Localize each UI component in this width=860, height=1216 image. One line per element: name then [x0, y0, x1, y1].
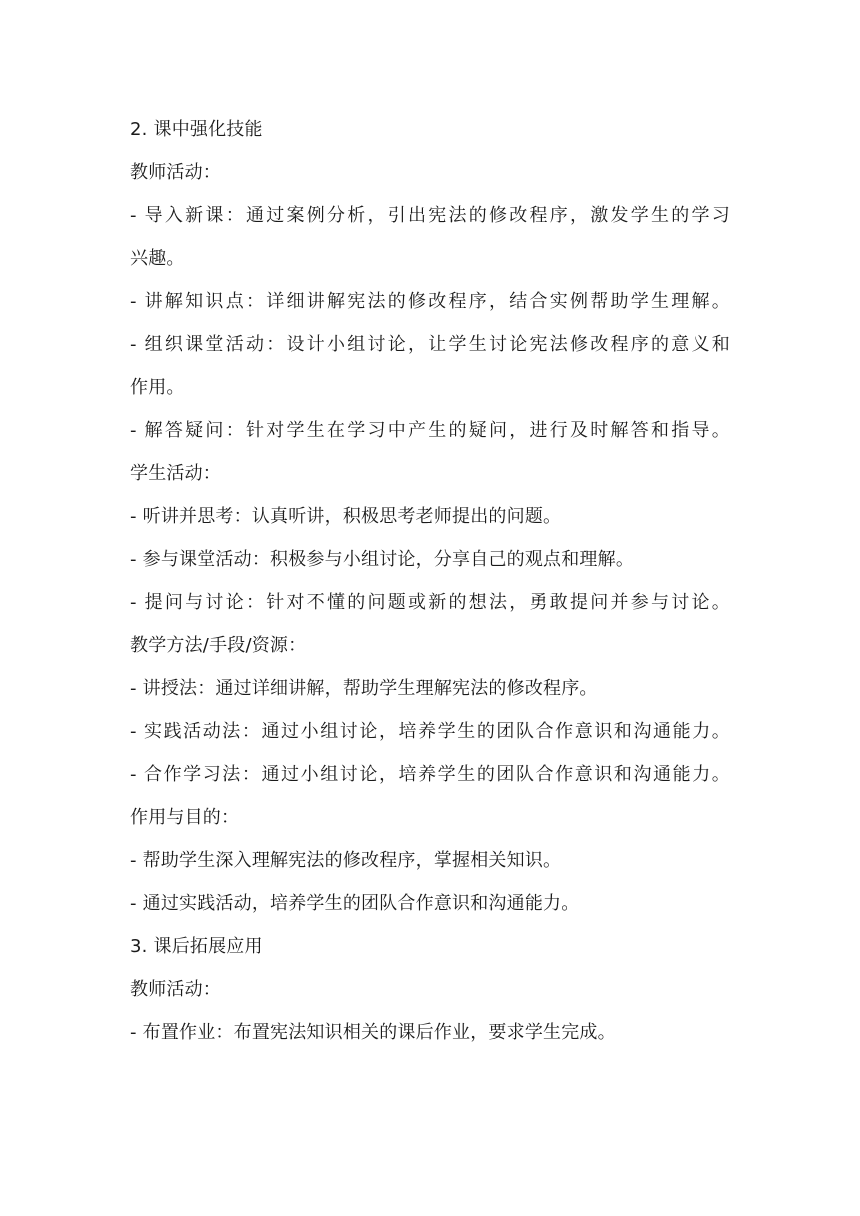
- list-item: - 听讲并思考：认真听讲，积极思考老师提出的问题。: [130, 506, 562, 527]
- list-item: - 解答疑问：针对学生在学习中产生的疑问，进行及时解答和指导。: [130, 420, 730, 441]
- list-item-continuation: 兴趣。: [130, 248, 185, 269]
- section-heading-after-class: 3. 课后拓展应用: [130, 936, 263, 957]
- section-heading-in-class: 2. 课中强化技能: [130, 119, 263, 140]
- student-activity-heading: 学生活动：: [130, 463, 221, 484]
- list-item: - 组织课堂活动：设计小组讨论，让学生讨论宪法修改程序的意义和: [130, 334, 730, 355]
- list-item: - 实践活动法：通过小组讨论，培养学生的团队合作意识和沟通能力。: [130, 721, 730, 742]
- list-item: - 合作学习法：通过小组讨论，培养学生的团队合作意识和沟通能力。: [130, 764, 730, 785]
- teaching-methods-heading: 教学方法/手段/资源：: [130, 635, 307, 656]
- list-item: - 导入新课：通过案例分析，引出宪法的修改程序，激发学生的学习: [130, 205, 730, 226]
- list-item: - 讲授法：通过详细讲解，帮助学生理解宪法的修改程序。: [130, 678, 598, 699]
- list-item-continuation: 作用。: [130, 377, 185, 398]
- list-item: - 布置作业：布置宪法知识相关的课后作业，要求学生完成。: [130, 1022, 616, 1043]
- list-item: - 提问与讨论：针对不懂的问题或新的想法，勇敢提问并参与讨论。: [130, 592, 730, 613]
- teacher-activity-heading: 教师活动：: [130, 162, 221, 183]
- list-item: - 通过实践活动，培养学生的团队合作意识和沟通能力。: [130, 893, 580, 914]
- purpose-heading: 作用与目的：: [130, 807, 240, 828]
- list-item: - 帮助学生深入理解宪法的修改程序，掌握相关知识。: [130, 850, 562, 871]
- teacher-activity-heading: 教师活动：: [130, 979, 221, 1000]
- document-body: [130, 108, 730, 1054]
- list-item: - 参与课堂活动：积极参与小组讨论，分享自己的观点和理解。: [130, 549, 635, 570]
- list-item: - 讲解知识点：详细讲解宪法的修改程序，结合实例帮助学生理解。: [130, 291, 730, 312]
